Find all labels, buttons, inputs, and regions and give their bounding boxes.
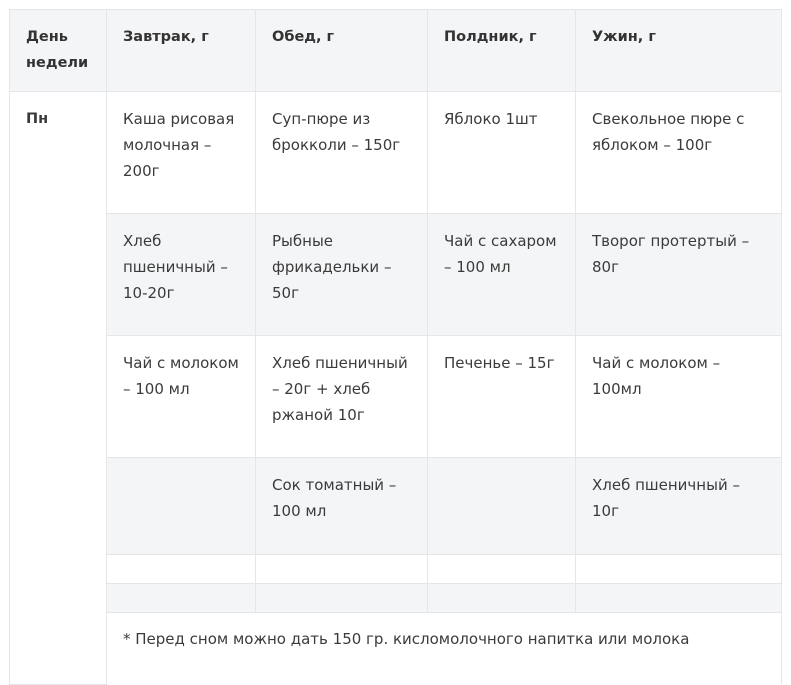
table-cell: Хлеб пшеничный – 10-20г [107, 214, 256, 336]
table-cell [428, 458, 576, 555]
note-row [10, 613, 782, 685]
table-row [10, 214, 782, 336]
table-cell [107, 458, 256, 555]
table-cell: Свекольное пюре с яблоком – 100г [576, 92, 782, 214]
table-cell: Сок томатный – 100 мл [256, 458, 428, 555]
table-cell-empty [576, 584, 782, 613]
table-cell-empty [256, 555, 428, 584]
table-cell: Яблоко 1шт [428, 92, 576, 214]
table-row [10, 336, 782, 458]
table-cell-empty [256, 584, 428, 613]
table-cell-empty [107, 584, 256, 613]
table-cell: Каша рисовая молочная – 200г [107, 92, 256, 214]
table-cell: Хлеб пшеничный – 10г [576, 458, 782, 555]
header-snack: Полдник, г [428, 10, 576, 92]
table-cell: Печенье – 15г [428, 336, 576, 458]
header-breakfast: Завтрак, г [107, 10, 256, 92]
header-day: День недели [10, 10, 107, 92]
table-cell: Хлеб пшеничный – 20г + хлеб ржаной 10г [256, 336, 428, 458]
table-row-empty [10, 555, 782, 584]
table-row [10, 92, 782, 214]
table-cell-empty [576, 555, 782, 584]
table-row [10, 458, 782, 555]
table-header-row [10, 10, 782, 92]
table-cell: Чай с молоком – 100 мл [107, 336, 256, 458]
header-dinner: Ужин, г [576, 10, 782, 92]
table-cell: Творог протертый – 80г [576, 214, 782, 336]
table-row-empty [10, 584, 782, 613]
header-lunch: Обед, г [256, 10, 428, 92]
table-cell: Суп-пюре из брокколи – 150г [256, 92, 428, 214]
day-cell: Пн [10, 92, 107, 685]
table-cell: Чай с сахаром – 100 мл [428, 214, 576, 336]
table-cell-empty [428, 584, 576, 613]
table-cell: Чай с молоком – 100мл [576, 336, 782, 458]
table-cell-empty [107, 555, 256, 584]
meal-plan-table [9, 9, 782, 685]
table-cell: Рыбные фрикадельки – 50г [256, 214, 428, 336]
footnote: * Перед сном можно дать 150 гр. кисломолочного напитка или молока [107, 613, 782, 685]
table-cell-empty [428, 555, 576, 584]
